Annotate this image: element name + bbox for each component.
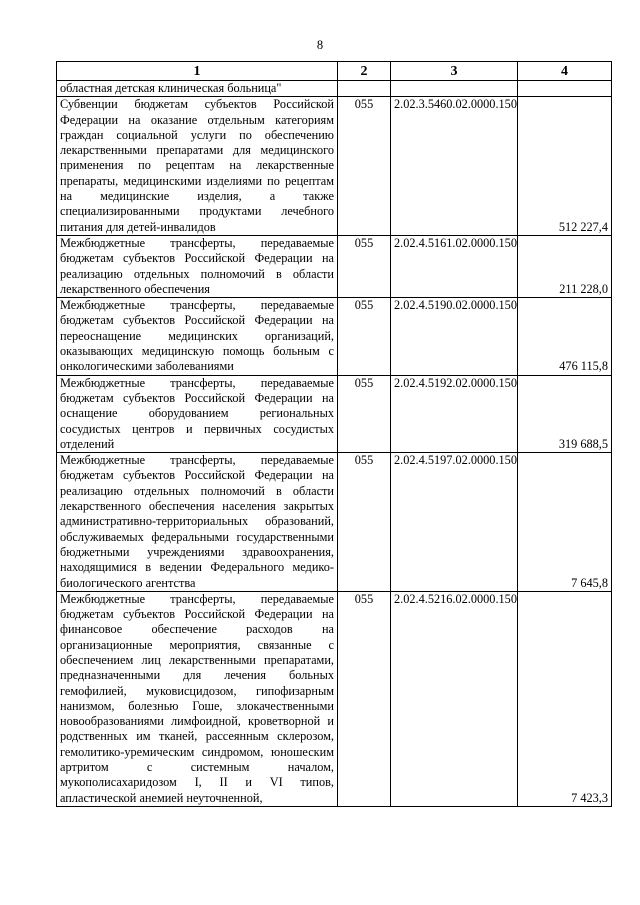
row-code: 055 [338,235,391,297]
budget-table [56,61,612,807]
row-amount: 7 423,3 [518,591,612,806]
continued-code-cell [338,81,391,97]
row-code: 055 [338,453,391,592]
table-row [57,298,612,375]
continued-description: областная детская клиническая больница" [57,81,338,97]
column-header-4: 4 [518,62,612,81]
row-description: Субвенции бюджетам субъектов Российской Федерации на оказание отдельным категориям граждан социальной услуги по обеспечению лекарственными препаратами для медицинского применения по рецептам на лекарственные препараты, медицинскими изделиями по рецептам на медицинские изделия, а также специализированными продуктами лечебного питания для детей-инвалидов [57,97,338,236]
table-row-continued [57,81,612,97]
continued-amount-cell [518,81,612,97]
column-header-3: 3 [391,62,518,81]
row-kbk: 2.02.4.5216.02.0000.150 [391,591,518,806]
table-header-row [57,62,612,81]
row-code: 055 [338,298,391,375]
row-amount: 319 688,5 [518,375,612,452]
column-header-2: 2 [338,62,391,81]
table-row [57,97,612,236]
row-description: Межбюджетные трансферты, передаваемые бюджетам субъектов Российской Федерации на финансовое обеспечение расходов на организационные мероприятия, связанные с обеспечением лиц лекарственными препаратами, предназначенными для лечения больных гемофилией, муковисцидозом, гипофизарным нанизмом, болезнью Гоше, злокачественными новообразованиями лимфоидной, кроветворной и родственных им тканей, рассеянным склерозом, гемолитико-уремическим синдромом, юношеским артритом с системным началом, мукополисахаридозом I, II и VI типов, апластической анемией неуточненной, [57,591,338,806]
column-header-1: 1 [57,62,338,81]
row-description: Межбюджетные трансферты, передаваемые бюджетам субъектов Российской Федерации на реализацию отдельных полномочий в области лекарственного обеспечения населения закрытых административно-территориальных образований, обслуживаемых федеральными государственными бюджетными учреждениями здравоохранения, находящимися в ведении Федерального медико-биологического агентства [57,453,338,592]
row-description: Межбюджетные трансферты, передаваемые бюджетам субъектов Российской Федерации на оснащение оборудованием региональных сосудистых центров и первичных сосудистых отделений [57,375,338,452]
table-row [57,375,612,452]
row-code: 055 [338,97,391,236]
row-amount: 512 227,4 [518,97,612,236]
row-amount: 476 115,8 [518,298,612,375]
row-kbk: 2.02.4.5161.02.0000.150 [391,235,518,297]
row-amount: 7 645,8 [518,453,612,592]
page-number: 8 [316,38,324,52]
row-description: Межбюджетные трансферты, передаваемые бюджетам субъектов Российской Федерации на переоснащение медицинских организаций, оказывающих медицинскую помощь больным с онкологическими заболеваниями [57,298,338,375]
continued-kbk-cell [391,81,518,97]
row-kbk: 2.02.3.5460.02.0000.150 [391,97,518,236]
row-amount: 211 228,0 [518,235,612,297]
table-row [57,591,612,806]
row-kbk: 2.02.4.5190.02.0000.150 [391,298,518,375]
table-row [57,453,612,592]
table-row [57,235,612,297]
row-kbk: 2.02.4.5197.02.0000.150 [391,453,518,592]
row-description: Межбюджетные трансферты, передаваемые бюджетам субъектов Российской Федерации на реализацию отдельных полномочий в области лекарственного обеспечения [57,235,338,297]
row-code: 055 [338,591,391,806]
row-kbk: 2.02.4.5192.02.0000.150 [391,375,518,452]
row-code: 055 [338,375,391,452]
